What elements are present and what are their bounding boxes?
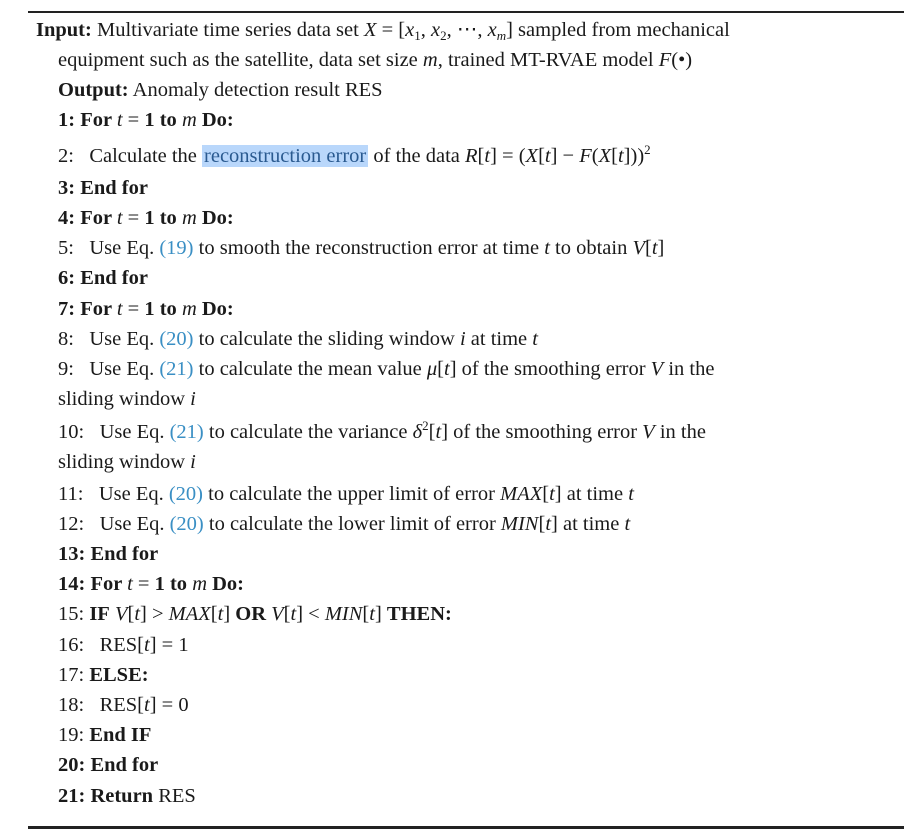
algo-line-14: 14: For t = 1 to m Do: [58,573,245,595]
algo-line-17: 17: ELSE: [58,664,149,686]
algo-line-9: 9: Use Eq. (21) to calculate the mean value μ[t] of the smoothing error V in the [58,358,715,380]
bottom-rule [28,826,904,829]
algo-line-16: 16: RES[t] = 1 [58,634,189,656]
algo-line-3: 3: End for [58,177,148,199]
algo-line-5: 5: Use Eq. (19) to smooth the reconstruction error at time t to obtain V[t] [58,237,665,259]
algo-line-2: 2: Calculate the reconstruction error of the data $R[t] = (X[t] - F(X[t]))^2$ [58,142,651,167]
algo-line-15: 15: IF V[t] > MAX[t] OR V[t] < MIN[t] THEN: [58,603,452,625]
input-label: Input: [36,19,92,41]
top-rule [28,11,904,13]
eq-ref-21[interactable]: (21) [169,421,204,443]
algo-line-8: 8: Use Eq. (20) to calculate the sliding window i at time t [58,328,538,350]
algo-line-21: 21: Return RES [58,785,196,807]
algo-line-20: 20: End for [58,754,159,776]
eq-ref-19[interactable]: (19) [159,237,194,259]
input-text-2: sampled from mechanical [518,19,730,41]
algo-line-11: 11: Use Eq. (20) to calculate the upper limit of error MAX[t] at time t [58,483,634,505]
eq-ref-20[interactable]: (20) [168,483,203,505]
algo-line-10: 10: Use Eq. (21) to calculate the variance $\delta^2[t]$ of the smoothing error V in the [58,418,706,443]
algo-line-18: 18: RES[t] = 0 [58,694,189,716]
input-math: X [363,19,377,41]
input-line: Input: Multivariate time series data set $X = [x_1$, $x_2$, ⋯, $x_m$] sampled from mechanical [36,19,730,43]
algo-line-7: 7: For t = 1 to m Do: [58,298,234,320]
algo-line-4: 4: For t = 1 to m Do: [58,207,234,229]
eq-ref-20[interactable]: (20) [169,513,204,535]
algo-line-1: 1: For t = 1 to m Do: [58,109,234,131]
algo-line-9-cont: sliding window i [58,388,196,410]
algo-line-13: 13: End for [58,543,159,565]
output-line [58,75,383,105]
eq-ref-20[interactable]: (20) [159,328,194,350]
output-text: Anomaly detection result RES [132,79,383,101]
eq-ref-21[interactable]: (21) [159,358,194,380]
highlighted-text[interactable]: reconstruction error [204,145,367,167]
input-text-1: Multivariate time series data set [96,19,359,41]
algo-line-19: 19: End IF [58,724,152,746]
input-line-2: equipment such as the satellite, data set size m, trained MT-RVAE model F(•) [58,49,693,71]
algo-line-12: 12: Use Eq. (20) to calculate the lower limit of error MIN[t] at time t [58,513,631,535]
output-label: Output: [58,79,129,101]
algo-line-6: 6: End for [58,267,148,289]
algo-line-10-cont: sliding window i [58,451,196,473]
